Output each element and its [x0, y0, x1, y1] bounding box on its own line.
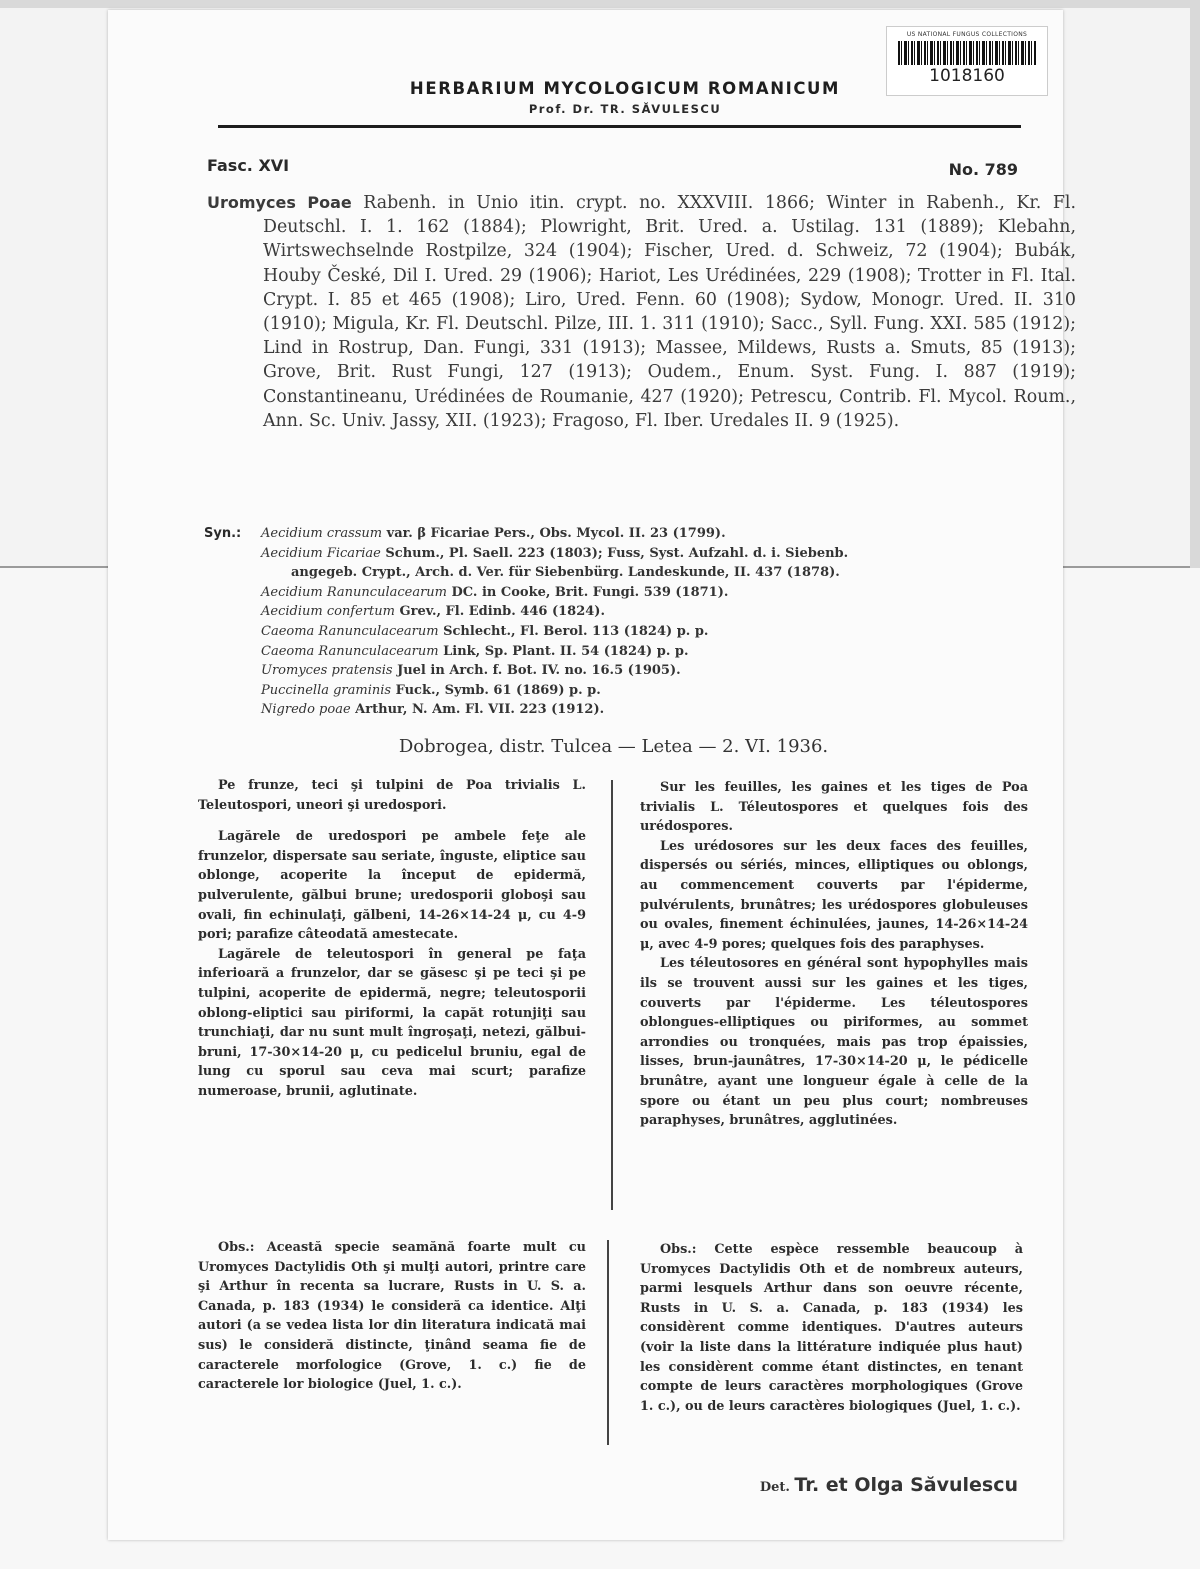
exsiccata-number: No. 789: [948, 160, 1018, 179]
observation-french: [640, 1240, 1023, 1416]
description-ro-uredo: Lagărele de uredospori pe ambele feţe ale frunzelor, dispersate sau seriate, înguste, eliptice sau oblonge, acoperite la început de epidermă, pulverulente, gălbui brune; uredosporii globoşi sau ovali, fin echinulaţi, gălbeni, 14-26×14-24 μ, cu 4-9 pori; parafize câteodată amestecate.: [198, 829, 586, 943]
observation-romanian: [198, 1238, 586, 1395]
description-romanian: [198, 776, 586, 1102]
obs-ro-text: Obs.: Această specie seamănă foarte mult cu Uromyces Dactylidis Oth şi mulţi autori, printre care şi Arthur în recenta sa lucrare, Rusts in U. S. a. Canada, p. 183 (1934) le consideră ca identice. Alţi autori (a se vedea lista lor din literatura indicată mai sus) le consideră distincte, ţinând seama fie de caracterele morfologice (Grove, 1. c.) fie de caracterele lor biologice (Juel, 1. c.).: [198, 1240, 586, 1393]
species-citation: [207, 191, 1076, 433]
species-references: Rabenh. in Unio itin. crypt. no. XXXVIII. 1866; Winter in Rabenh., Kr. Fl. Deutschl. I. 1. 162 (1884); Plowright, Brit. Ured. a. Ustilag. 131 (1889); Klebahn, Wirtswechselnde Rostpilze, 324 (1904); Fischer, Ured. d. Schweiz, 72 (1904); Bubák, Houby České, Dil I. Ured. 29 (1906); Hariot, Les Urédinées, 229 (1908); Trotter in Fl. Ital. Crypt. I. 85 et 465 (1908); Liro, Ured. Fenn. 60 (1908); Sydow, Monogr. Ured. II. 310 (1910); Migula, Kr. Fl. Deutschl. Pilze, III. 1. 311 (1910); Sacc., Syll. Fung. XXI. 585 (1912); Lind in Rostrup, Dan. Fungi, 331 (1913); Massee, Mildews, Rusts a. Smuts, 85 (1913); Grove, Brit. Rust Fungi, 127 (1913); Oudem., Enum. Syst. Fung. I. 887 (1919); Constantineanu, Urédinées de Roumanie, 427 (1920); Petrescu, Contrib. Fl. Mycol. Roum., Ann. Sc. Univ. Jassy, XII. (1923); Fragoso, Fl. Iber. Uredales II. 9 (1925).: [263, 193, 1076, 431]
synonym-row: Puccinella graminis Fuck., Symb. 61 (1869) p. p.: [261, 682, 601, 698]
obs-fr-text: Obs.: Cette espèce ressemble beaucoup à Uromyces Dactylidis Oth et de nombreux auteurs, parmi lesquels Arthur dans son oeuvre récente, Rusts in U. S. a. Canada, p. 183 (1934) les considèrent comme identiques. D'autres auteurs (voir la liste dans la littérature indiquée plus haut) les considèrent comme étant distinctes, en tenant compte de leurs caractères morphologiques (Grove 1. c.), ou de leurs caractères biologiques (Juel, 1. c.).: [640, 1242, 1023, 1414]
description-fr-uredo: Les urédosores sur les deux faces des feuilles, dispersés ou sériés, minces, elliptiques ou oblongs, au commencement couverts par l'épiderme, pulvérulents, brunâtres; les urédospores globuleuses ou ovales, finement échinulées, jaunes, 14-26×14-24 μ, avec 4-9 pores; quelques fois des paraphyses.: [640, 838, 1028, 952]
description-fr-host: Sur les feuilles, les gaines et les tiges de Poa trivialis L. Téleutospores et quelques fois des urédospores.: [640, 780, 1028, 835]
synonym-row: Nigredo poae Arthur, N. Am. Fl. VII. 223 (1912).: [261, 702, 605, 718]
column-divider: [611, 780, 613, 1210]
barcode-institution: US NATIONAL FUNGUS COLLECTIONS: [906, 31, 1028, 38]
synonym-row: Caeoma Ranunculacearum Link, Sp. Plant. II. 54 (1824) p. p.: [261, 643, 689, 659]
synonym-row: Aecidium Ranunculacearum DC. in Cooke, Brit. Fungi. 539 (1871).: [261, 584, 729, 600]
barcode-number: 1018160: [929, 66, 1005, 86]
description-ro-teleuto: Lagărele de teleutospori în general pe faţa inferioară a frunzelor, dar se găsesc şi pe teci şi pe tulpini, acoperite de epidermă, negre; teleutosporii oblong-eliptici sau piriformi, la capăt rotunjiţi sau trunchiaţi, dar nu sunt mult îngroşaţi, netezi, gălbui-bruni, 17-30×14-20 μ, cu pedicelul bruniu, egal de lung cu sporul sau ceva mai scurt; parafize numeroase, brunii, aglutinate.: [198, 946, 586, 1099]
synonym-row: Aecidium confertum Grev., Fl. Edinb. 446 (1824).: [261, 604, 605, 620]
synonym-row: Aecidium Ficariae Schum., Pl. Saell. 223 (1803); Fuss, Syst. Aufzahl. d. i. Siebenb.: [261, 545, 849, 561]
synonym-row: Caeoma Ranunculacearum Schlecht., Fl. Berol. 113 (1824) p. p.: [261, 623, 709, 639]
description-french: [640, 778, 1028, 1131]
determiner-prefix: Det.: [759, 1480, 790, 1495]
synonyms-label: Syn.:: [204, 526, 242, 541]
synonym-row: angegeb. Crypt., Arch. d. Ver. für Siebenbürg. Landeskunde, II. 437 (1878).: [291, 565, 840, 581]
barcode-bars: [898, 41, 1036, 65]
column-divider: [607, 1240, 609, 1445]
determiner-names: Tr. et Olga Săvulescu: [794, 1474, 1018, 1496]
synonym-row: Uromyces pratensis Juel in Arch. f. Bot. IV. no. 16.5 (1905).: [261, 663, 681, 679]
herbarium-title: HERBARIUM MYCOLOGICUM ROMANICUM: [409, 79, 841, 98]
header-rule: [218, 125, 1021, 128]
collection-locality: Dobrogea, distr. Tulcea — Letea — 2. VI. 1936.: [398, 736, 829, 757]
description-ro-host: Pe frunze, teci şi tulpini de Poa trivialis L. Teleutospori, uneori şi uredospori.: [198, 778, 586, 813]
synonym-row: Aecidium crassum var. β Ficariae Pers., Obs. Mycol. II. 23 (1799).: [261, 526, 726, 541]
description-fr-teleuto: Les téleutosores en général sont hypophylles mais ils se trouvent aussi sur les gaines et les tiges, couverts par l'épiderme. Les téleutospores oblongues-elliptiques ou piriformes, au sommet arrondies ou tronquées, mais pas trop épaissies, lisses, brun-jaunâtres, 17-30×14-20 μ, le pédicelle brunâtre, ayant une longueur égale à celle de la spore ou étant un peu plus court; nombreuses paraphyses, brunâtres, agglutinées.: [640, 956, 1028, 1129]
species-name: Uromyces Poae: [207, 193, 352, 212]
fascicle: Fasc. XVI: [207, 156, 290, 175]
synonyms-list: [261, 524, 1031, 720]
determiner: [700, 1474, 1018, 1496]
herbarium-editor: Prof. Dr. TR. SĂVULESCU: [528, 102, 722, 116]
